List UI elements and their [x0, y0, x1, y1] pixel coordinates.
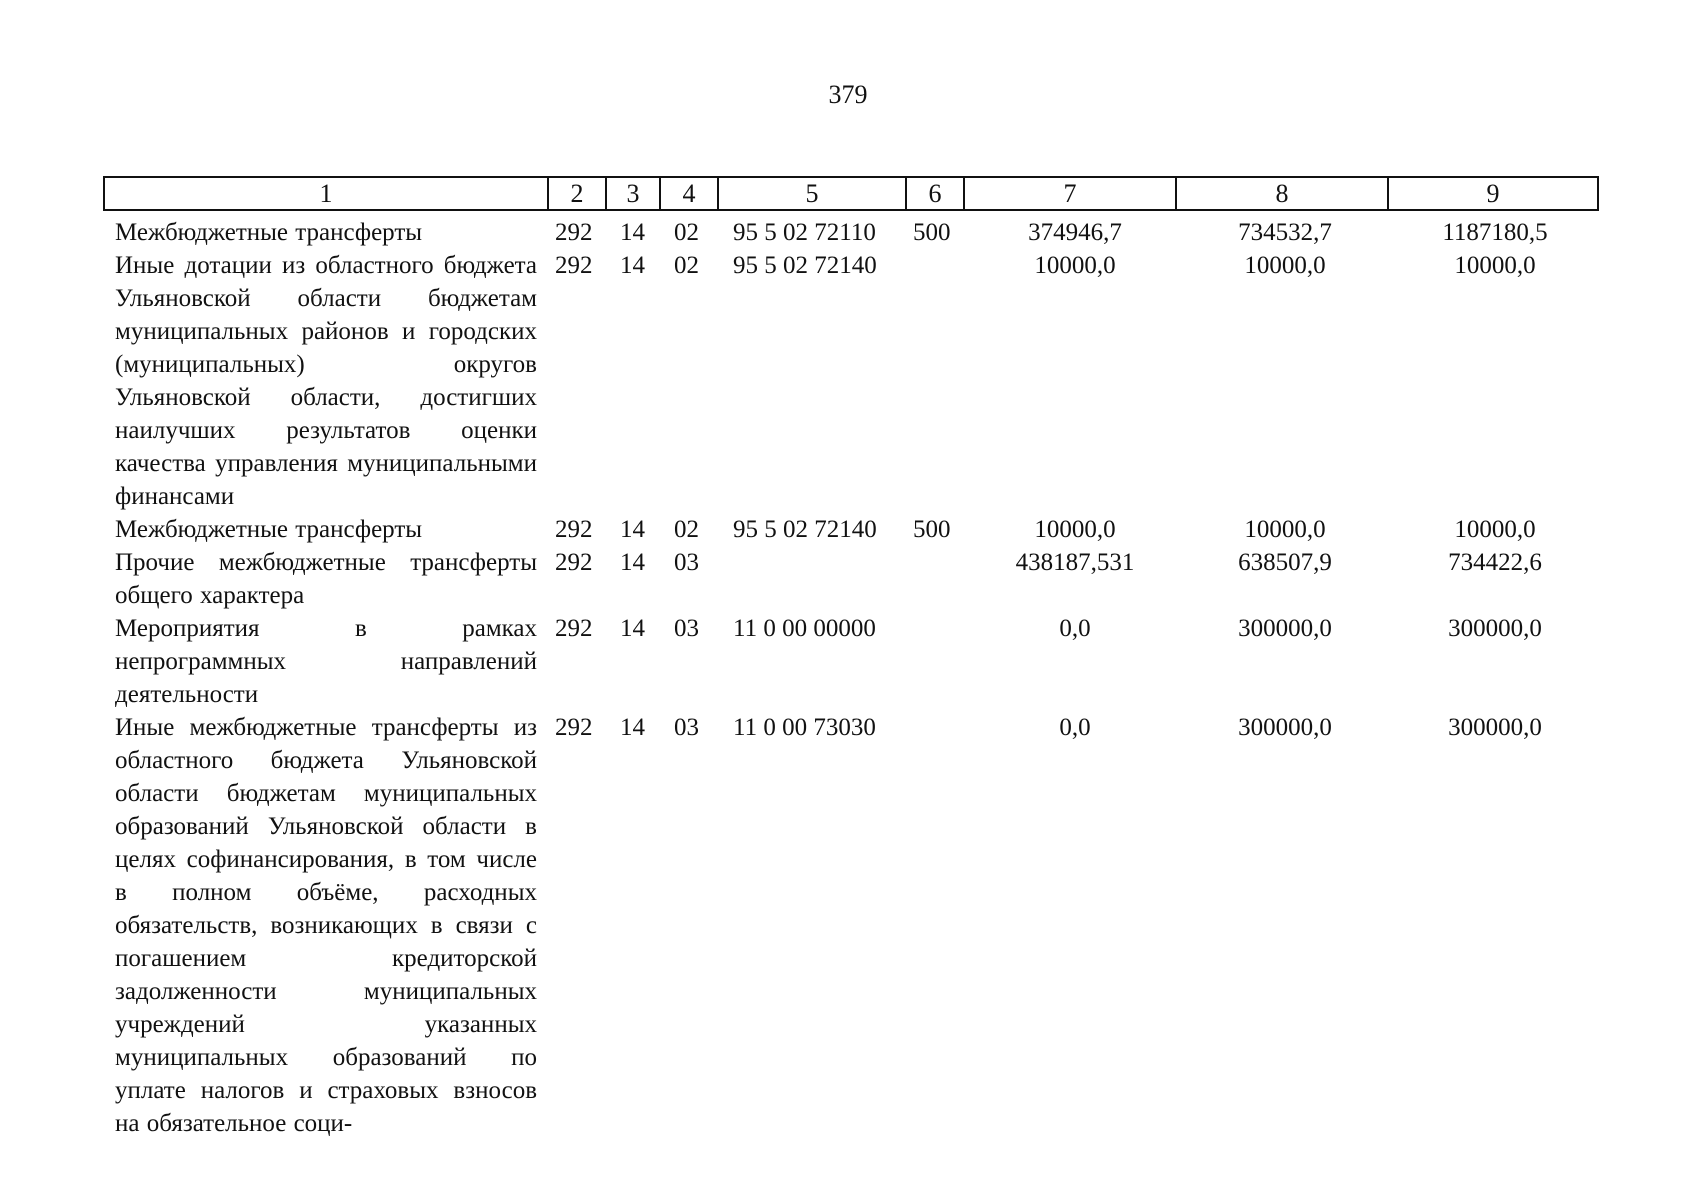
cell-col2: 292	[555, 219, 593, 246]
cell-col9: 300000,0	[1448, 615, 1542, 642]
header-cell-9: 9	[1486, 179, 1500, 208]
cell-col2: 292	[555, 549, 593, 576]
cell-col4: 03	[674, 615, 699, 642]
cell-col3: 14	[620, 516, 645, 543]
cell-col3: 14	[620, 252, 645, 279]
cell-col4: 02	[674, 516, 699, 543]
cell-col3: 14	[620, 615, 645, 642]
cell-col9: 300000,0	[1448, 714, 1542, 741]
cell-col8: 10000,0	[1244, 252, 1326, 279]
table-row	[0, 513, 1696, 546]
cell-col2: 292	[555, 714, 593, 741]
header-cell-2: 2	[570, 179, 584, 208]
table-row	[0, 546, 1696, 612]
table-row	[0, 711, 1696, 1140]
cell-col4: 02	[674, 219, 699, 246]
cell-col4: 03	[674, 714, 699, 741]
cell-col5: 11 0 00 73030	[733, 714, 876, 741]
cell-col6: 500	[913, 219, 951, 246]
row-name: Иные межбюджетные трансферты из областного бюджета Ульяновской области бюджетам муниципальных образований Ульяновской области в целях софинансирования, в том числе в полном объёме, расходных обязательств, возникающих в связи с погашением кредиторской задолженности муниципальных учреждений указанных муниципальных образований по уплате налогов и страховых взносов на обязательное соци-	[115, 714, 537, 1137]
row-name: Межбюджетные трансферты	[115, 219, 423, 246]
cell-col7: 438187,531	[1015, 549, 1135, 576]
cell-col7: 374946,7	[1028, 219, 1122, 246]
cell-col8: 10000,0	[1244, 516, 1326, 543]
cell-col7: 10000,0	[1034, 516, 1116, 543]
header-cell-6: 6	[928, 179, 942, 208]
header-cell-5: 5	[805, 179, 819, 208]
cell-col4: 03	[674, 549, 699, 576]
table-row	[0, 249, 1696, 513]
header-cell-8: 8	[1275, 179, 1289, 208]
page-number: 379	[828, 80, 868, 109]
cell-col9: 1187180,5	[1442, 219, 1548, 246]
cell-col8: 300000,0	[1238, 714, 1332, 741]
cell-col2: 292	[555, 615, 593, 642]
cell-col2: 292	[555, 252, 593, 279]
table-body	[0, 216, 1696, 1140]
cell-col3: 14	[620, 219, 645, 246]
header-cell-3: 3	[626, 179, 640, 208]
cell-col5: 95 5 02 72140	[733, 252, 877, 279]
row-name: Мероприятия в рамках непрограммных направлений деятельности	[115, 615, 537, 708]
cell-col7: 0,0	[1059, 714, 1091, 741]
header-cell-7: 7	[1063, 179, 1077, 208]
cell-col6: 500	[913, 516, 951, 543]
cell-col5: 95 5 02 72140	[733, 516, 877, 543]
cell-col3: 14	[620, 549, 645, 576]
cell-col7: 10000,0	[1034, 252, 1116, 279]
cell-col8: 638507,9	[1238, 549, 1332, 576]
cell-col5: 11 0 00 00000	[733, 615, 876, 642]
row-name: Иные дотации из областного бюджета Ульяновской области бюджетам муниципальных районов и городских (муниципальных) округов Ульяновской области, достигших наилучших результатов оценки качества управления муниципальными финансами	[115, 252, 537, 510]
cell-col8: 734532,7	[1238, 219, 1332, 246]
table-header	[103, 176, 1599, 211]
header-cell-4: 4	[682, 179, 696, 208]
table-row	[0, 612, 1696, 711]
table-row	[0, 216, 1696, 249]
cell-col9: 10000,0	[1454, 252, 1536, 279]
row-name: Прочие межбюджетные трансферты общего характера	[115, 549, 537, 609]
cell-col9: 10000,0	[1454, 516, 1536, 543]
cell-col5: 95 5 02 72110	[733, 219, 876, 246]
cell-col9: 734422,6	[1448, 549, 1542, 576]
row-name: Межбюджетные трансферты	[115, 516, 423, 543]
cell-col4: 02	[674, 252, 699, 279]
cell-col7: 0,0	[1059, 615, 1091, 642]
cell-col8: 300000,0	[1238, 615, 1332, 642]
header-cell-1: 1	[319, 179, 333, 208]
cell-col3: 14	[620, 714, 645, 741]
cell-col2: 292	[555, 516, 593, 543]
